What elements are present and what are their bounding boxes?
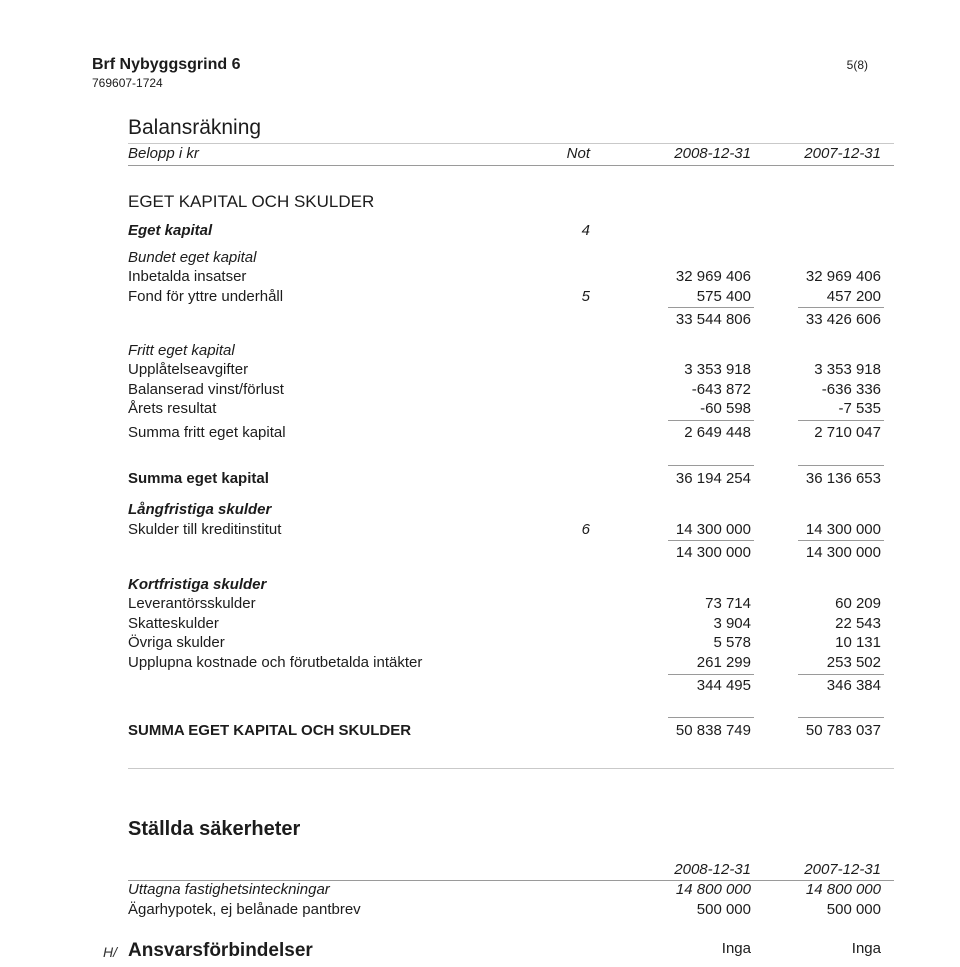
subtotal-rule: [798, 420, 884, 421]
subtotal-rule: [668, 540, 754, 541]
handwritten-initials: H/: [103, 944, 117, 960]
subtotal-rule: [668, 674, 754, 675]
total-row-equity: Summa eget kapital 36 194 254 36 136 653: [128, 470, 881, 487]
table-row: Balanserad vinst/förlust -643 872 -636 336: [128, 381, 881, 398]
grand-total-rule: [798, 717, 884, 718]
total-rule: [798, 465, 884, 466]
contingent-liabilities-row: Inga Inga: [721, 940, 881, 957]
note-reference: 6: [581, 521, 590, 538]
subtotal-rule: [668, 420, 754, 421]
total-rule: [668, 465, 754, 466]
subtotal-row: 33 544 806 33 426 606: [675, 311, 881, 328]
table-row: Årets resultat -60 598 -7 535: [128, 400, 881, 417]
grand-total-row: SUMMA EGET KAPITAL OCH SKULDER 50 838 749 50 783 037: [128, 722, 881, 739]
contingent-liabilities-title: Ansvarsförbindelser: [128, 940, 313, 961]
table-row: Upplupna kostnade och förutbetalda intäkter 261 299 253 502: [128, 654, 881, 671]
table-row: Skatteskulder 3 904 22 543: [128, 615, 881, 632]
note-reference: 5: [581, 288, 590, 305]
table-row: Skulder till kreditinstitut 6 14 300 000 14 300 000: [128, 521, 881, 538]
table-row: Uttagna fastighetsinteckningar 14 800 000 14 800 000: [128, 881, 881, 898]
title-rule: [128, 143, 894, 144]
table-row: Leverantörsskulder 73 714 60 209: [128, 595, 881, 612]
pledged-column-header-row: [0, 861, 960, 881]
subtotal-row: Summa fritt eget kapital 2 649 448 2 710 047: [128, 424, 881, 441]
group-heading-equity: Eget kapital 4: [128, 222, 590, 239]
amount-unit-label: Belopp i kr: [128, 145, 199, 162]
year-2007-column-header: 2007-12-31: [804, 861, 881, 878]
subtotal-row: 344 495 346 384: [696, 677, 881, 694]
subgroup-heading-unrestricted: Fritt eget kapital: [128, 342, 235, 359]
table-row: Övriga skulder 5 578 10 131: [128, 634, 881, 651]
table-row: Inbetalda insatser 32 969 406 32 969 406: [128, 268, 881, 285]
subtotal-rule: [798, 307, 884, 308]
group-heading-long-term-liabilities: Långfristiga skulder: [128, 501, 272, 518]
group-heading-short-term-liabilities: Kortfristiga skulder: [128, 576, 267, 593]
header-rule: [128, 165, 894, 166]
subtotal-row: 14 300 000 14 300 000: [675, 544, 881, 561]
subtotal-rule: [668, 307, 754, 308]
note-reference: 4: [581, 222, 590, 239]
table-row: Fond för yttre underhåll 5 575 400 457 200: [128, 288, 881, 305]
year-2008-column-header: 2008-12-31: [674, 861, 751, 878]
table-row: Upplåtelseavgifter 3 353 918 3 353 918: [128, 361, 881, 378]
note-column-header: Not: [566, 145, 590, 162]
column-header-row: [0, 145, 960, 165]
pledged-assets-title: Ställda säkerheter: [128, 818, 301, 840]
section-heading-equity-liabilities: EGET KAPITAL OCH SKULDER: [128, 192, 375, 211]
page-number: 5(8): [846, 58, 868, 72]
organization-name: Brf Nybyggsgrind 6: [92, 56, 241, 73]
subtotal-rule: [798, 674, 884, 675]
table-row: Ägarhypotek, ej belånade pantbrev 500 000 500 000: [128, 901, 881, 918]
section-divider: [128, 768, 894, 769]
subtotal-rule: [798, 540, 884, 541]
year-2008-column-header: 2008-12-31: [674, 145, 751, 162]
year-2007-column-header: 2007-12-31: [804, 145, 881, 162]
grand-total-rule: [668, 717, 754, 718]
balance-sheet-title: Balansräkning: [128, 116, 262, 139]
subgroup-heading-restricted: Bundet eget kapital: [128, 249, 257, 266]
organization-number: 769607-1724: [92, 76, 163, 90]
